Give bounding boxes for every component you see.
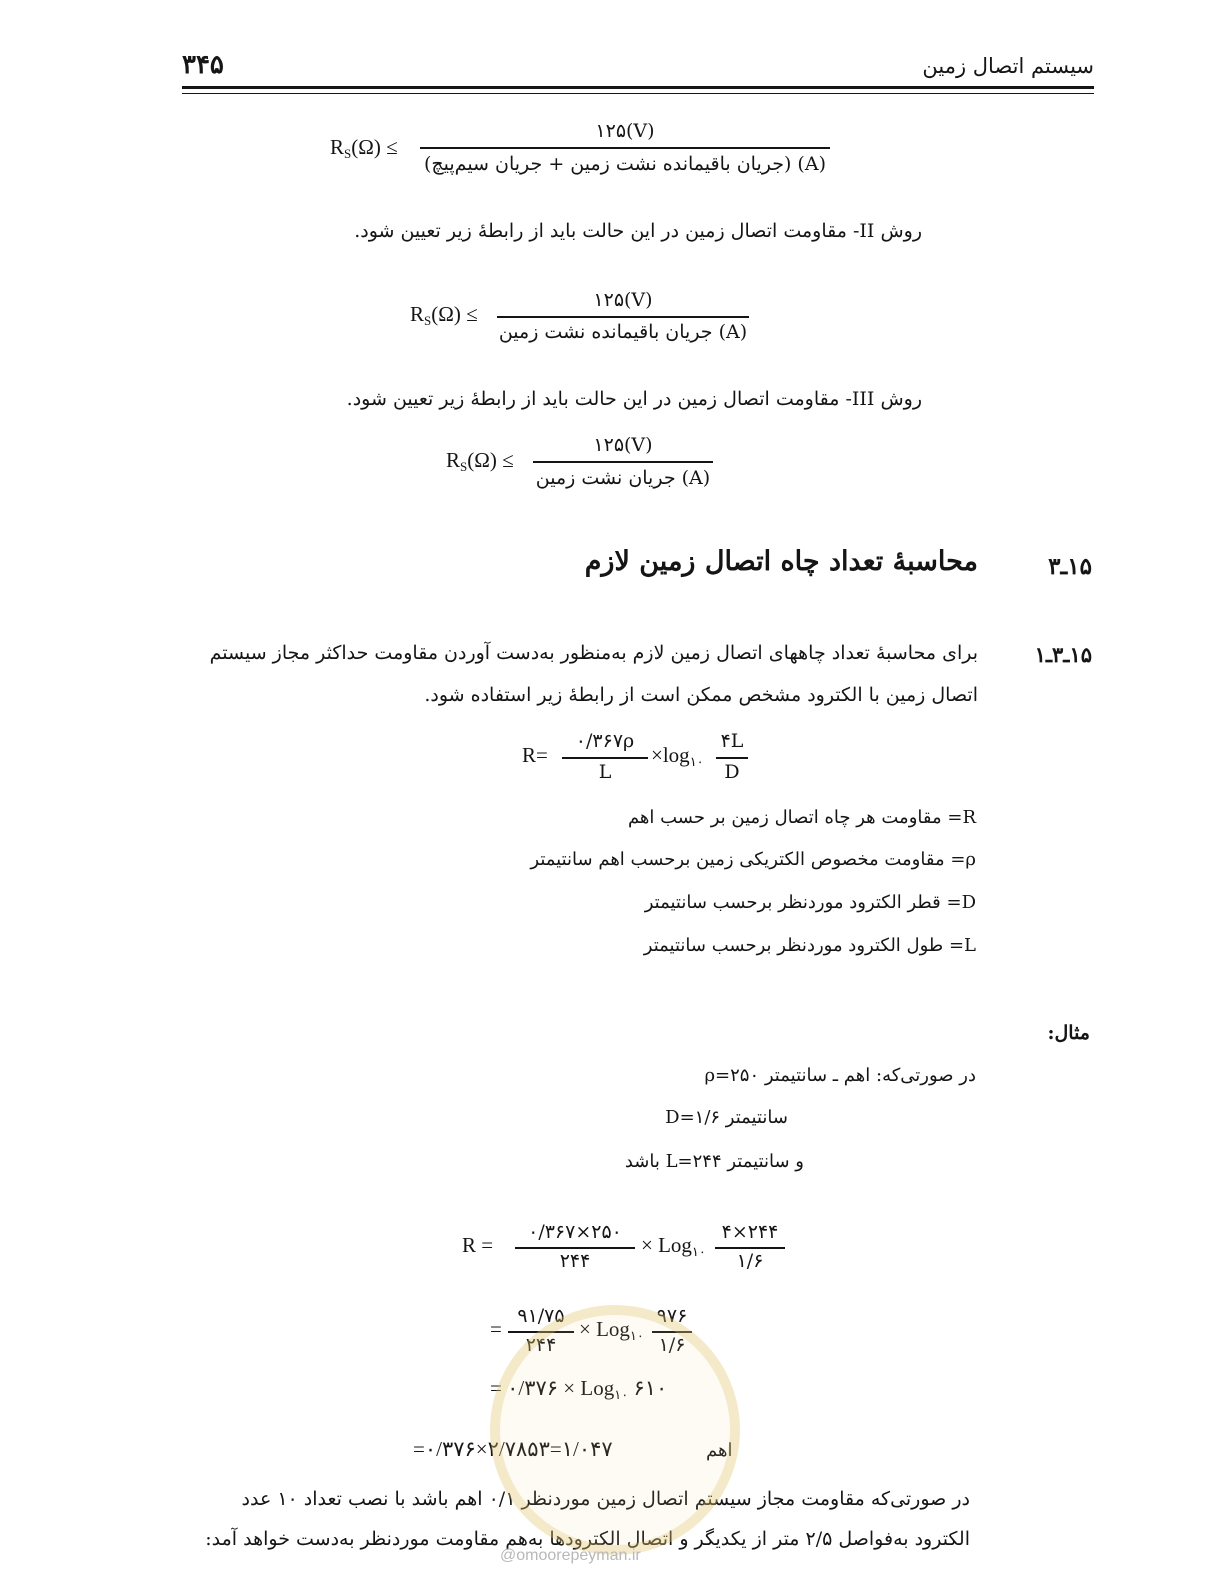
calc-step1-lhs: R = (462, 1233, 494, 1257)
formula4-fraction-bar-2 (716, 757, 748, 759)
formula2-denominator: (A) جریان باقیمانده نشت زمین (498, 321, 748, 343)
header-rule-thick (182, 86, 1094, 89)
conclusion-line-1: در صورتی‌که مقاومت مجاز سیستم اتصال زمین موردنظر ۰/۱ اهم باشد با نصب تعداد ۱۰ عدد (241, 1488, 970, 1510)
formula3-numerator: ۱۲۵(V) (593, 434, 653, 456)
formula2-numerator: ۱۲۵(V) (593, 289, 653, 311)
running-title: سیستم اتصال زمین (922, 54, 1094, 78)
calc-step3: = ۰/۳۷۶ × Log$_{۱۰}$ ۶۱۰ (490, 1376, 668, 1402)
formula3-denominator: (A) جریان نشت زمین (535, 467, 711, 489)
formula3-fraction-bar (533, 461, 713, 463)
formula1-lhs: $R_S(\Omega)$ ≤ (330, 135, 398, 161)
formula4-fraction-bar (562, 757, 648, 759)
definition-d: D= قطر الکترود موردنظر برحسب سانتیمتر (644, 892, 976, 913)
formula4-numerator: ۰/۳۶۷ρ (575, 730, 635, 752)
calc-step2-numerator: ۹۱/۷۵ (517, 1305, 565, 1327)
formula1-denominator: (A) (جریان باقیمانده نشت زمین + جریان سیم‌پیچ) (423, 153, 827, 175)
example-label: مثال: (1047, 1022, 1090, 1044)
watermark-seal (490, 1305, 740, 1555)
formula4-denominator: L (598, 761, 612, 783)
formula3-lhs: $R_S(\Omega)$ ≤ (446, 448, 514, 474)
header-rule-thin (182, 93, 1094, 94)
example-condition-d: سانتیمتر ۱/۶=D (665, 1107, 788, 1128)
section-number: ۱۵ـ۳ (1048, 553, 1092, 580)
formula2-lhs: $R_S(\Omega)$ ≤ (410, 302, 478, 328)
definition-r: R= مقاومت هر چاه اتصال زمین بر حسب اهم (627, 807, 976, 828)
section-title: محاسبهٔ تعداد چاه اتصال زمین لازم (584, 546, 978, 577)
definition-rho: ρ= مقاومت مخصوص الکتریکی زمین برحسب اهم سانتیمتر (530, 849, 976, 870)
page-number: ۳۴۵ (182, 50, 224, 80)
subsection-line-2: اتصال زمین با الکترود مشخص ممکن است از رابطهٔ زیر استفاده شود. (424, 684, 978, 706)
subsection-line-1: برای محاسبهٔ تعداد چاههای اتصال زمین لازم به‌منظور به‌دست آوردن مقاومت حداکثر مجاز سیستم (209, 642, 978, 664)
calc-step1-numerator: ۰/۳۶۷×۲۵۰ (528, 1221, 622, 1243)
formula4-denominator-2: D (724, 761, 740, 783)
calc-step1-denominator-2: ۱/۶ (736, 1250, 764, 1272)
method3-text: روش III- مقاومت اتصال زمین در این حالت باید از رابطهٔ زیر تعیین شود. (346, 388, 922, 410)
formula2-fraction-bar (497, 316, 749, 318)
calc-step1-denominator: ۲۴۴ (559, 1250, 591, 1272)
formula4-log: $\times\log_{۱۰}$ (651, 743, 704, 769)
formula1-numerator: ۱۲۵(V) (595, 120, 655, 142)
calc-step4-unit: اهم (706, 1440, 733, 1461)
example-condition-l: و سانتیمتر ۲۴۴=L باشد (624, 1151, 804, 1172)
calc-step2-numerator-2: ۹۷۶ (656, 1305, 688, 1327)
subsection-number: ۱۵ـ۳ـ۱ (1034, 642, 1092, 667)
calc-step2-denominator: ۲۴۴ (525, 1334, 557, 1356)
method2-text: روش II- مقاومت اتصال زمین در این حالت باید از رابطهٔ زیر تعیین شود. (354, 220, 922, 242)
calc-step1-fraction-bar (515, 1247, 635, 1249)
formula4-lhs: R= (522, 743, 548, 767)
calc-step2-log: × Log$_{۱۰}$ (579, 1317, 644, 1343)
calc-step1-numerator-2: ۴×۲۴۴ (721, 1221, 779, 1243)
calc-step4: =۰/۳۷۶×۲/۷۸۵۳=۱/۰۴۷ (413, 1437, 613, 1461)
calc-step2-equals: = (490, 1317, 502, 1341)
conclusion-line-2: الکترود به‌فواصل ۲/۵ متر از یکدیگر و اتصال الکترودها به‌هم مقاومت موردنظر به‌دست خواهد آمد: (205, 1528, 970, 1550)
example-condition-rho: در صورتی‌که: اهم ـ سانتیمتر ۲۵۰=ρ (704, 1065, 976, 1086)
calc-step2-denominator-2: ۱/۶ (658, 1334, 686, 1356)
calc-step1-fraction-bar-2 (715, 1247, 785, 1249)
formula1-fraction-bar (420, 147, 830, 149)
watermark-text: @omoorepeyman.ir (500, 1547, 641, 1564)
formula4-numerator-2: ۴L (720, 730, 744, 752)
definition-l: L= طول الکترود موردنظر برحسب سانتیمتر (643, 935, 976, 956)
calc-step1-log: × Log$_{۱۰}$ (641, 1233, 706, 1259)
